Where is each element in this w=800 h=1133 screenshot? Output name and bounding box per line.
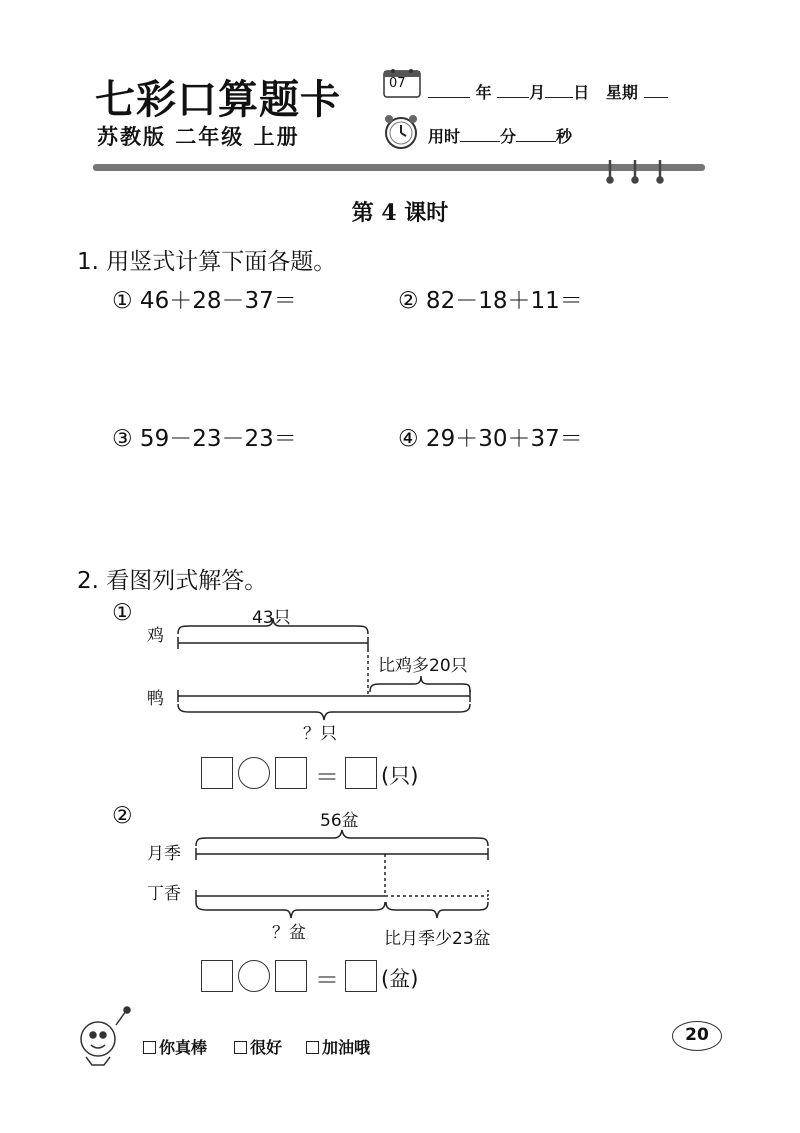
question-2-title: 2. 看图列式解答。 [77, 568, 268, 594]
edition-subtitle: 苏教版 二年级 上册 [97, 125, 300, 149]
unit-label-2: (盆) [381, 967, 419, 991]
lilac-question-label: ？盆 [272, 923, 306, 943]
rating-label-1: 你真棒 [159, 1038, 208, 1057]
year-label: 年 [475, 83, 492, 102]
answer-box-1a[interactable] [201, 757, 233, 789]
chicken-count-label: 43只 [252, 608, 291, 628]
rating-option-1[interactable] [143, 1035, 207, 1058]
answer-box-1b[interactable] [275, 757, 307, 789]
second-blank [516, 127, 556, 142]
rose-count-label: 56盆 [320, 811, 359, 831]
rating-option-3[interactable] [306, 1035, 370, 1058]
problem-2-number: ② [112, 803, 133, 829]
cartoon-mascot-icon [74, 1005, 132, 1067]
weekday-blank [644, 83, 668, 98]
q1-item-3: ③ 59－23－23＝ [112, 426, 297, 452]
date-line [428, 80, 668, 103]
chicken-label: 鸡 [147, 626, 164, 646]
answer-box-2a[interactable] [201, 960, 233, 992]
operator-circle-2[interactable] [238, 960, 270, 992]
month-blank [497, 83, 529, 98]
brand-title: 七彩口算题卡 [95, 76, 341, 123]
answer-box-2b[interactable] [275, 960, 307, 992]
difference-bottom-brace [386, 902, 488, 918]
time-used-label: 用时 [428, 127, 461, 146]
page-number: 20 [672, 1021, 722, 1051]
equals-sign-2: ＝ [315, 966, 339, 994]
answer-box-1c[interactable] [345, 757, 377, 789]
extra-brace [370, 676, 470, 692]
total-bottom-brace [178, 704, 470, 720]
lilac-bottom-brace [196, 902, 385, 918]
rose-top-brace [196, 830, 488, 846]
checkbox-3[interactable] [306, 1041, 319, 1054]
second-label: 秒 [556, 127, 573, 146]
alarm-clock-icon [382, 112, 420, 150]
chicken-top-brace [178, 618, 368, 634]
rating-label-3: 加油哦 [322, 1038, 371, 1057]
checkbox-1[interactable] [143, 1041, 156, 1054]
year-blank [428, 83, 470, 98]
day-blank [545, 83, 573, 98]
binder-rings-icon [600, 158, 670, 184]
rating-label-2: 很好 [250, 1038, 283, 1057]
unit-label-1: (只) [381, 764, 419, 788]
rose-label: 月季 [147, 844, 181, 864]
question-1-title: 1. 用竖式计算下面各题。 [77, 249, 337, 275]
equals-sign-1: ＝ [315, 763, 339, 791]
month-label: 月 [529, 83, 546, 102]
time-line [428, 124, 572, 147]
duck-label: 鸭 [147, 689, 164, 709]
answer-box-2c[interactable] [345, 960, 377, 992]
weekday-label: 星期 [605, 83, 638, 102]
duck-question-label: ？只 [303, 724, 337, 744]
lilac-label: 丁香 [147, 884, 181, 904]
operator-circle-1[interactable] [238, 757, 270, 789]
minute-label: 分 [500, 127, 517, 146]
day-label: 日 [573, 83, 590, 102]
problem-1-diagram [170, 612, 480, 722]
lesson-title: 第 4 课时 [351, 200, 449, 226]
less-than-label: 比月季少23盆 [384, 929, 491, 949]
checkbox-2[interactable] [234, 1041, 247, 1054]
calendar-day: 07 [389, 76, 406, 91]
problem-2-diagram [188, 824, 498, 934]
more-than-label: 比鸡多20只 [378, 656, 468, 676]
minute-blank [460, 127, 500, 142]
rating-option-2[interactable] [234, 1035, 282, 1058]
q1-item-2: ② 82－18＋11＝ [398, 288, 583, 314]
q1-item-4: ④ 29＋30＋37＝ [398, 426, 583, 452]
problem-1-number: ① [112, 600, 133, 626]
q1-item-1: ① 46＋28－37＝ [112, 288, 297, 314]
